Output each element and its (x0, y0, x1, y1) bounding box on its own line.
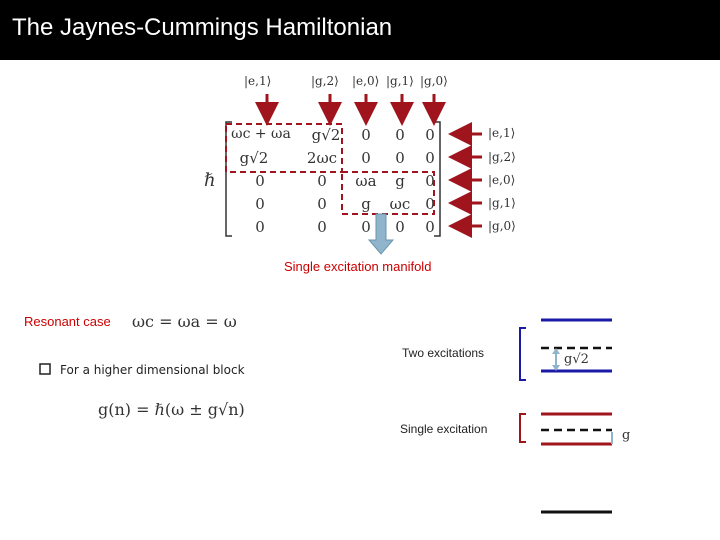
matrix-cell-r1c5: 0 (425, 126, 435, 144)
right-ket-e1: |e,1⟩ (488, 126, 516, 140)
hbar-symbol: ℏ (204, 170, 216, 191)
two-excitations-label: Two excitations (402, 346, 485, 360)
single-excitation-block-outline (342, 172, 434, 214)
matrix-cell-r2c4: 0 (395, 149, 405, 167)
checkbox-bullet-icon (40, 364, 50, 374)
matrix-cell-r4c2: 0 (317, 195, 327, 213)
right-ket-g0: |g,0⟩ (488, 219, 516, 233)
matrix-cell-r2c1: g√2 (239, 149, 269, 167)
top-ket-g1: |g,1⟩ (386, 74, 414, 88)
top-ket-e1: |e,1⟩ (244, 74, 272, 88)
matrix-cell-r3c3: ωa (355, 172, 377, 190)
matrix-cell-r5c5: 0 (425, 218, 435, 236)
top-ket-e0: |e,0⟩ (352, 74, 380, 88)
matrix-cell-r5c2: 0 (317, 218, 327, 236)
manifold-caption: Single excitation manifold (284, 259, 432, 274)
right-ket-g2: |g,2⟩ (488, 150, 516, 164)
two-excitations-bracket (520, 328, 526, 380)
matrix-cell-r5c3: 0 (361, 218, 371, 236)
resonant-formula: ωc = ωa = ω (132, 312, 237, 331)
single-excitation-bracket (520, 414, 526, 442)
right-ket-e0: |e,0⟩ (488, 173, 516, 187)
top-ket-g2: |g,2⟩ (311, 74, 339, 88)
matrix-cell-r1c4: 0 (395, 126, 405, 144)
matrix-cell-r3c1: 0 (255, 172, 265, 190)
matrix-cell-r2c2: 2ωc (306, 149, 338, 167)
single-excitation-label: Single excitation (400, 422, 488, 436)
splitting-one-label: g (622, 428, 631, 443)
manifold-arrow-icon (369, 214, 393, 254)
resonant-case-label: Resonant case (24, 314, 111, 329)
matrix-cell-r4c5: 0 (425, 195, 435, 213)
matrix-cell-r1c3: 0 (361, 126, 371, 144)
matrix-cell-r1c2: g√2 (311, 126, 341, 144)
matrix-cell-r5c4: 0 (395, 218, 405, 236)
matrix-right-bracket (434, 122, 440, 236)
matrix-cell-r2c3: 0 (361, 149, 371, 167)
matrix-cell-r3c2: 0 (317, 172, 327, 190)
matrix-cell-r4c1: 0 (255, 195, 265, 213)
matrix-cell-r3c5: 0 (425, 172, 435, 190)
top-ket-g0: |g,0⟩ (420, 74, 448, 88)
slide-title: The Jaynes-Cummings Hamiltonian (12, 14, 393, 41)
block-formula: g(n) = ℏ(ω ± g√n) (98, 400, 245, 419)
splitting-two-label: g√2 (564, 352, 589, 367)
matrix-cell-r1c1: ωc + ωa (231, 126, 291, 142)
matrix-cell-r2c5: 0 (425, 149, 435, 167)
bullet-text: For a higher dimensional block (60, 363, 245, 377)
matrix-cell-r4c4: ωc (389, 195, 411, 213)
matrix-cell-r4c3: g (361, 195, 371, 213)
right-ket-g1: |g,1⟩ (488, 196, 516, 210)
matrix-cell-r5c1: 0 (255, 218, 265, 236)
matrix-cell-r3c4: g (395, 172, 405, 190)
two-excitation-block-outline (226, 124, 342, 172)
